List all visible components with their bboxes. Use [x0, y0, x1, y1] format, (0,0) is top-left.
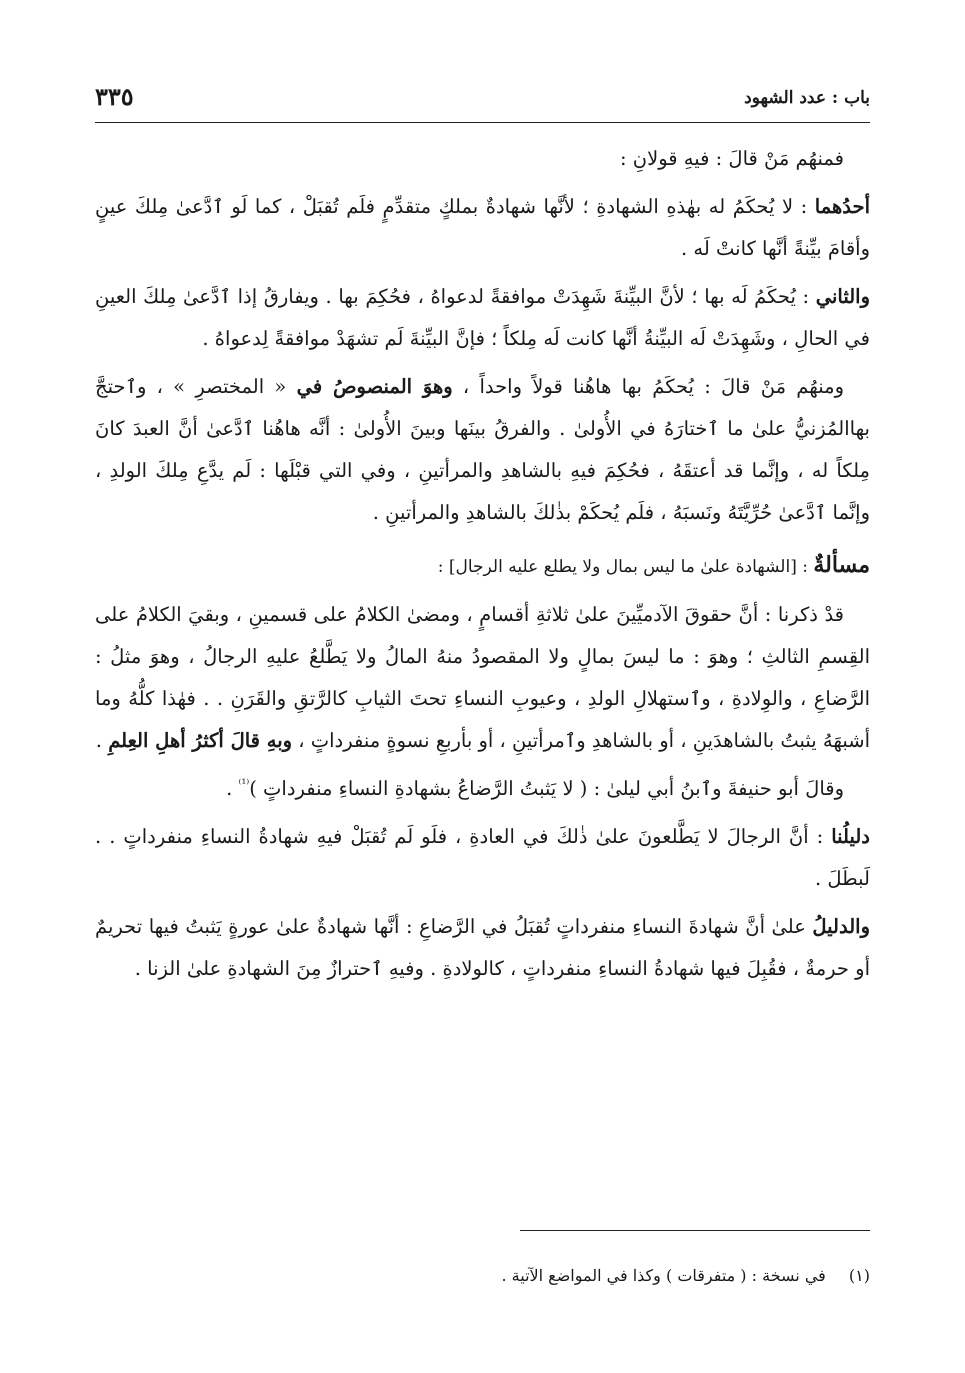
text-segment: : يُحكَمُ لَه بها ؛ لأنَّ البيِّنةَ شَهِدَتْ موافقةً لدعواهُ ، فحُكِمَ بها . ويفارقُ إذا ٱدَّعىٰ مِلكَ العينِ في الحالِ ، وشَهِدَتْ لَه البيِّنةُ أنَّها كانت لَه مِلكاً ؛ فإنَّ البيِّنةَ لَم تشهَدْ موافقةً لِدعواهُ . [95, 285, 870, 350]
text-segment: ومنهُم مَنْ قالَ : يُحكَمُ بها هاهُنا قولاً واحداً ، [452, 375, 844, 398]
paragraph [95, 768, 870, 810]
masala-heading [95, 544, 870, 588]
main-text [95, 138, 870, 996]
text-segment: وقالَ أبو حنيفةَ وٱبنُ أبي ليلىٰ : ( لا يَثبتُ الرَّضاعُ بشهادةِ النساءِ منفرداتٍ ) [249, 777, 844, 800]
bold-term: وبهِ قالَ أكثرُ أهلِ العِلمِ [108, 729, 293, 752]
footnote-divider [520, 1230, 870, 1231]
header-divider [95, 122, 870, 123]
bold-term: مسألةٌ [813, 552, 870, 578]
paragraph [95, 816, 870, 900]
paragraph [95, 366, 870, 534]
paragraph [95, 138, 870, 180]
bold-term: والثاني [815, 285, 870, 308]
text-segment: : لا يُحكَمُ له بهٰذهِ الشهادةِ ؛ لأنَّها شهادةٌ بملكٍ متقدِّمٍ فلَم تُقبَلْ ، كما لَو ٱدَّعىٰ مِلكَ عينٍ وأقامَ بيِّنةً أنَّها كانتْ لَه . [95, 195, 870, 260]
footnote-text: في نسخة : ( متفرقات ) وكذا في المواضع الآتية . [501, 1266, 826, 1285]
footnote [95, 1262, 870, 1290]
bold-term: أحدُهما [814, 195, 870, 218]
section-subtitle: : [الشهادة علىٰ ما ليس بمال ولا يطلع عليه الرجال] : [437, 557, 814, 577]
text-segment: « المختصرِ » ، وٱحتجَّ بهاالمُزنيُّ علىٰ ما ٱختارَهُ في الأُولىٰ . والفرقُ بينَها وبينَ الأُولىٰ : أنَّه هاهُنا ٱدَّعىٰ أنَّ العبدَ كانَ مِلكاً له ، وإنَّما قد أعتقَهُ ، فحُكِمَ فيهِ بالشاهدِ والمرأتينِ ، وفي التي قبْلَها : لَم يدَّعِ مِلكَ الولدِ ، وإنَّما ٱدَّعىٰ حُرِّيَّتَهُ ونَسبَهُ ، فلَم يُحكَمْ بذٰلكَ بالشاهدِ والمرأتينِ . [95, 375, 870, 524]
paragraph [95, 594, 870, 762]
page-header [95, 82, 870, 118]
footnote-marker[interactable]: ⁽¹⁾ [238, 776, 250, 791]
text-segment: : أنَّ الرجالَ لا يَطَّلعونَ علىٰ ذٰلكَ في العادةِ ، فلَو لَم تُقبَلْ فيهِ شهادةُ النساءِ منفرداتٍ . . لَبطَلَ . [95, 825, 870, 890]
bold-term: وهوَ المنصوصُ في [296, 375, 453, 398]
page-number: ٣٣٥ [95, 82, 134, 111]
text-segment: علىٰ أنَّ شهادةَ النساءِ منفرداتٍ تُقبَلُ في الرَّضاعِ : أنَّها شهادةٌ علىٰ عورةٍ يَثبتُ فيها تحريمٌ أو حرمةٌ ، فقُبِلَ فيها شهادةُ النساءِ منفرداتٍ ، كالولادةِ . وفيهِ ٱحترازٌ مِنَ الشهادةِ علىٰ الزنا . [95, 915, 870, 980]
paragraph [95, 906, 870, 990]
paragraph [95, 186, 870, 270]
bold-term: والدليلُ [812, 915, 870, 938]
footnote-number: (١) [848, 1266, 870, 1285]
bold-term: دليلُنا [831, 825, 870, 848]
paragraph [95, 276, 870, 360]
text-segment: . [226, 777, 239, 800]
text-segment: . [95, 729, 109, 752]
text-segment: قدْ ذكرنا : أنَّ حقوقَ الآدميِّينَ علىٰ ثلاثةِ أقسامٍ ، ومضىٰ الكلامُ على قسمينِ ، وبقيَ الكلامُ على القِسمِ الثالثِ ؛ وهوَ : ما ليسَ بمالٍ ولا المقصودُ منهُ المالُ ولا يَطَّلعُ عليهِ الرجالُ ، وهوَ مثلُ : الرَّضاعِ ، والوِلادةِ ، وٱستهلالِ الولدِ ، وعيوبِ النساءِ تحتَ الثيابِ كالرَّتقِ والقَرَنِ . . فهٰذا كلُّهُ وما أشبهَهُ يثبتُ بالشاهدَينِ ، أو بالشاهدِ وٱمرأتينِ ، أو بأربعِ نسوةٍ منفرداتٍ ، [95, 603, 870, 752]
text-segment: فمنهُم مَنْ قالَ : فيهِ قولانِ : [620, 147, 844, 170]
chapter-title: باب : عدد الشهود [744, 88, 870, 108]
